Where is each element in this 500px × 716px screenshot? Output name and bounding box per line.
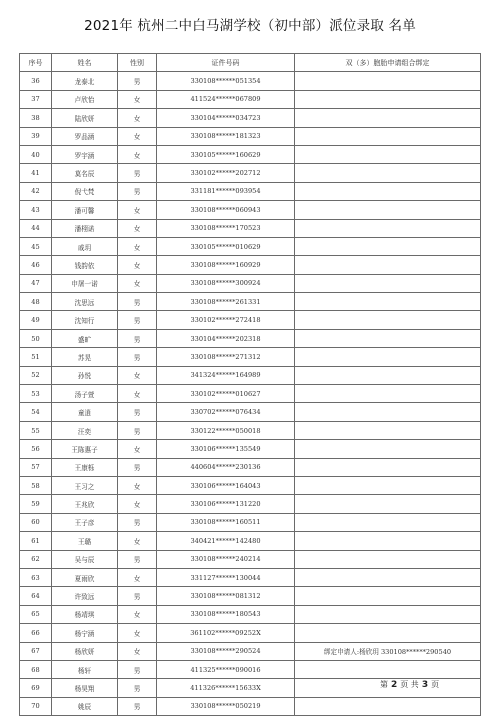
cell-name: 盛旷 [52, 329, 118, 347]
cell-bind [295, 495, 481, 513]
cell-name: 吴与辰 [52, 550, 118, 568]
cell-id: 331181******093954 [157, 182, 295, 200]
cell-name: 戚玥 [52, 237, 118, 255]
cell-bind [295, 90, 481, 108]
cell-seq: 44 [20, 219, 52, 237]
cell-id: 331127******130044 [157, 568, 295, 586]
cell-seq: 65 [20, 605, 52, 623]
cell-gender: 男 [118, 421, 157, 439]
cell-gender: 女 [118, 256, 157, 274]
cell-bind [295, 329, 481, 347]
cell-name: 卢欣怡 [52, 90, 118, 108]
cell-gender: 女 [118, 532, 157, 550]
cell-gender: 女 [118, 366, 157, 384]
cell-id: 330108******261331 [157, 293, 295, 311]
cell-name: 罗宇涵 [52, 145, 118, 163]
cell-seq: 40 [20, 145, 52, 163]
cell-name: 申屠一诺 [52, 274, 118, 292]
cell-name: 夏雨欣 [52, 568, 118, 586]
cell-seq: 50 [20, 329, 52, 347]
table-row [20, 458, 481, 476]
cell-id: 330108******160929 [157, 256, 295, 274]
cell-seq: 43 [20, 201, 52, 219]
cell-bind [295, 164, 481, 182]
cell-id: 440604******230136 [157, 458, 295, 476]
table-row [20, 385, 481, 403]
cell-name: 王陈惠子 [52, 440, 118, 458]
cell-gender: 女 [118, 568, 157, 586]
page-indicator [380, 679, 439, 690]
cell-bind [295, 311, 481, 329]
cell-seq: 67 [20, 642, 52, 660]
table-row [20, 311, 481, 329]
cell-seq: 42 [20, 182, 52, 200]
cell-bind [295, 513, 481, 531]
table-row [20, 476, 481, 494]
table-row [20, 421, 481, 439]
table-row [20, 513, 481, 531]
cell-gender: 女 [118, 109, 157, 127]
cell-name: 孙悦 [52, 366, 118, 384]
cell-gender: 男 [118, 311, 157, 329]
cell-id: 340421******142480 [157, 532, 295, 550]
cell-id: 330104******034723 [157, 109, 295, 127]
cell-name: 潘可馨 [52, 201, 118, 219]
cell-id: 341324******164989 [157, 366, 295, 384]
cell-name: 倪弋梵 [52, 182, 118, 200]
cell-seq: 37 [20, 90, 52, 108]
cell-seq: 54 [20, 403, 52, 421]
cell-name: 姚辰 [52, 697, 118, 715]
cell-name: 王子彦 [52, 513, 118, 531]
cell-id: 330702******076434 [157, 403, 295, 421]
cell-bind [295, 458, 481, 476]
cell-gender: 女 [118, 476, 157, 494]
cell-id: 330102******272418 [157, 311, 295, 329]
cell-seq: 36 [20, 72, 52, 90]
cell-name: 钱韵依 [52, 256, 118, 274]
cell-gender: 女 [118, 624, 157, 642]
cell-id: 330108******060943 [157, 201, 295, 219]
cell-name: 杨靖琪 [52, 605, 118, 623]
cell-id: 330108******081312 [157, 587, 295, 605]
table-row [20, 660, 481, 678]
table-row [20, 164, 481, 182]
cell-name: 杨昊翔 [52, 679, 118, 697]
cell-bind [295, 476, 481, 494]
cell-id: 330108******271312 [157, 348, 295, 366]
cell-gender: 女 [118, 642, 157, 660]
cell-name: 苏晃 [52, 348, 118, 366]
cell-id: 330105******160629 [157, 145, 295, 163]
cell-id: 411524******067809 [157, 90, 295, 108]
cell-name: 杨轩 [52, 660, 118, 678]
table-row [20, 219, 481, 237]
cell-seq: 39 [20, 127, 52, 145]
cell-seq: 63 [20, 568, 52, 586]
table-row [20, 587, 481, 605]
cell-bind [295, 421, 481, 439]
cell-name: 王康栎 [52, 458, 118, 476]
cell-bind [295, 660, 481, 678]
cell-id: 411326******15633X [157, 679, 295, 697]
table-row [20, 642, 481, 660]
header-id: 证件号码 [157, 54, 295, 72]
cell-id: 330108******051354 [157, 72, 295, 90]
cell-id: 330108******240214 [157, 550, 295, 568]
cell-id: 361102******09252X [157, 624, 295, 642]
cell-seq: 64 [20, 587, 52, 605]
header-bind: 双（多）胞胎申请组合绑定 [295, 54, 481, 72]
cell-gender: 女 [118, 90, 157, 108]
cell-seq: 69 [20, 679, 52, 697]
header-gender: 性别 [118, 54, 157, 72]
cell-bind [295, 440, 481, 458]
table-row [20, 329, 481, 347]
cell-bind [295, 256, 481, 274]
cell-name: 潘栩诺 [52, 219, 118, 237]
cell-name: 龙泰北 [52, 72, 118, 90]
cell-name: 杨宁涵 [52, 624, 118, 642]
cell-id: 330108******181323 [157, 127, 295, 145]
cell-id: 330108******050219 [157, 697, 295, 715]
page-suffix: 页 [431, 680, 440, 689]
cell-id: 330106******164043 [157, 476, 295, 494]
cell-gender: 女 [118, 127, 157, 145]
cell-gender: 女 [118, 237, 157, 255]
header-seq: 序号 [20, 54, 52, 72]
cell-name: 王习之 [52, 476, 118, 494]
table-row [20, 568, 481, 586]
table-row [20, 237, 481, 255]
cell-bind [295, 385, 481, 403]
cell-gender: 男 [118, 697, 157, 715]
cell-bind [295, 587, 481, 605]
cell-name: 王璐 [52, 532, 118, 550]
table-row [20, 182, 481, 200]
cell-bind [295, 109, 481, 127]
cell-bind [295, 550, 481, 568]
cell-seq: 55 [20, 421, 52, 439]
table-row [20, 274, 481, 292]
cell-id: 330102******202712 [157, 164, 295, 182]
cell-seq: 52 [20, 366, 52, 384]
cell-seq: 48 [20, 293, 52, 311]
cell-bind [295, 274, 481, 292]
cell-seq: 46 [20, 256, 52, 274]
cell-gender: 男 [118, 660, 157, 678]
cell-id: 330108******170523 [157, 219, 295, 237]
page-mid: 页 共 [400, 680, 419, 689]
cell-bind [295, 605, 481, 623]
table-row [20, 403, 481, 421]
cell-seq: 57 [20, 458, 52, 476]
table-row [20, 532, 481, 550]
cell-seq: 47 [20, 274, 52, 292]
table-row [20, 550, 481, 568]
table-row [20, 256, 481, 274]
cell-name: 汪奕 [52, 421, 118, 439]
cell-id: 330102******010627 [157, 385, 295, 403]
cell-name: 杨欣妍 [52, 642, 118, 660]
cell-bind [295, 145, 481, 163]
cell-bind [295, 624, 481, 642]
cell-bind [295, 182, 481, 200]
cell-bind [295, 219, 481, 237]
cell-gender: 女 [118, 219, 157, 237]
cell-gender: 女 [118, 605, 157, 623]
cell-id: 330106******131220 [157, 495, 295, 513]
cell-seq: 51 [20, 348, 52, 366]
table-row [20, 201, 481, 219]
cell-gender: 女 [118, 495, 157, 513]
table-header-row [20, 54, 481, 72]
cell-seq: 60 [20, 513, 52, 531]
cell-seq: 49 [20, 311, 52, 329]
table-row [20, 72, 481, 90]
cell-id: 411325******090016 [157, 660, 295, 678]
cell-bind [295, 366, 481, 384]
cell-bind [295, 293, 481, 311]
cell-bind [295, 348, 481, 366]
cell-name: 汤子萱 [52, 385, 118, 403]
header-name: 姓名 [52, 54, 118, 72]
cell-name: 莫名辰 [52, 164, 118, 182]
table-row [20, 697, 481, 715]
cell-seq: 61 [20, 532, 52, 550]
cell-name: 沈思远 [52, 293, 118, 311]
cell-name: 沈知行 [52, 311, 118, 329]
cell-name: 许致远 [52, 587, 118, 605]
table-row [20, 624, 481, 642]
admission-table [19, 53, 481, 716]
cell-gender: 女 [118, 385, 157, 403]
cell-gender: 男 [118, 550, 157, 568]
cell-gender: 女 [118, 145, 157, 163]
cell-seq: 38 [20, 109, 52, 127]
cell-gender: 男 [118, 513, 157, 531]
table-row [20, 90, 481, 108]
cell-gender: 男 [118, 348, 157, 366]
page-prefix: 第 [380, 680, 388, 689]
cell-seq: 68 [20, 660, 52, 678]
table-row [20, 127, 481, 145]
cell-gender: 男 [118, 164, 157, 182]
cell-name: 王兆欣 [52, 495, 118, 513]
cell-seq: 45 [20, 237, 52, 255]
table-body [20, 72, 481, 716]
cell-seq: 56 [20, 440, 52, 458]
cell-gender: 男 [118, 72, 157, 90]
cell-bind [295, 568, 481, 586]
cell-bind [295, 532, 481, 550]
table-row [20, 495, 481, 513]
cell-seq: 66 [20, 624, 52, 642]
cell-seq: 53 [20, 385, 52, 403]
cell-seq: 59 [20, 495, 52, 513]
table-row [20, 145, 481, 163]
cell-gender: 女 [118, 440, 157, 458]
table-row [20, 109, 481, 127]
page-current: 2 [391, 680, 398, 690]
cell-name: 陆欣妍 [52, 109, 118, 127]
cell-gender: 女 [118, 201, 157, 219]
cell-bind [295, 403, 481, 421]
table-row [20, 366, 481, 384]
cell-gender: 男 [118, 403, 157, 421]
cell-id: 330104******202318 [157, 329, 295, 347]
table-row [20, 440, 481, 458]
cell-id: 330108******180543 [157, 605, 295, 623]
table-row [20, 605, 481, 623]
cell-bind [295, 127, 481, 145]
cell-bind: 绑定申请人:杨欣玥 330108******290540 [295, 642, 481, 660]
cell-gender: 男 [118, 329, 157, 347]
cell-bind [295, 237, 481, 255]
cell-gender: 男 [118, 679, 157, 697]
cell-seq: 41 [20, 164, 52, 182]
cell-name: 童逍 [52, 403, 118, 421]
cell-id: 330106******135549 [157, 440, 295, 458]
cell-id: 330105******010629 [157, 237, 295, 255]
cell-id: 330108******160511 [157, 513, 295, 531]
cell-gender: 男 [118, 293, 157, 311]
cell-id: 330122******050018 [157, 421, 295, 439]
cell-id: 330108******300924 [157, 274, 295, 292]
cell-bind [295, 201, 481, 219]
cell-seq: 58 [20, 476, 52, 494]
cell-bind [295, 72, 481, 90]
table-row [20, 293, 481, 311]
cell-bind [295, 697, 481, 715]
cell-gender: 男 [118, 587, 157, 605]
cell-gender: 女 [118, 274, 157, 292]
cell-name: 罗品涵 [52, 127, 118, 145]
table-row [20, 348, 481, 366]
page-total: 3 [421, 680, 429, 690]
cell-seq: 70 [20, 697, 52, 715]
cell-gender: 男 [118, 182, 157, 200]
document-title: 2021年 杭州二中白马湖学校（初中部）派位录取 名单 [84, 18, 416, 34]
cell-id: 330108******290524 [157, 642, 295, 660]
cell-gender: 男 [118, 458, 157, 476]
cell-seq: 62 [20, 550, 52, 568]
